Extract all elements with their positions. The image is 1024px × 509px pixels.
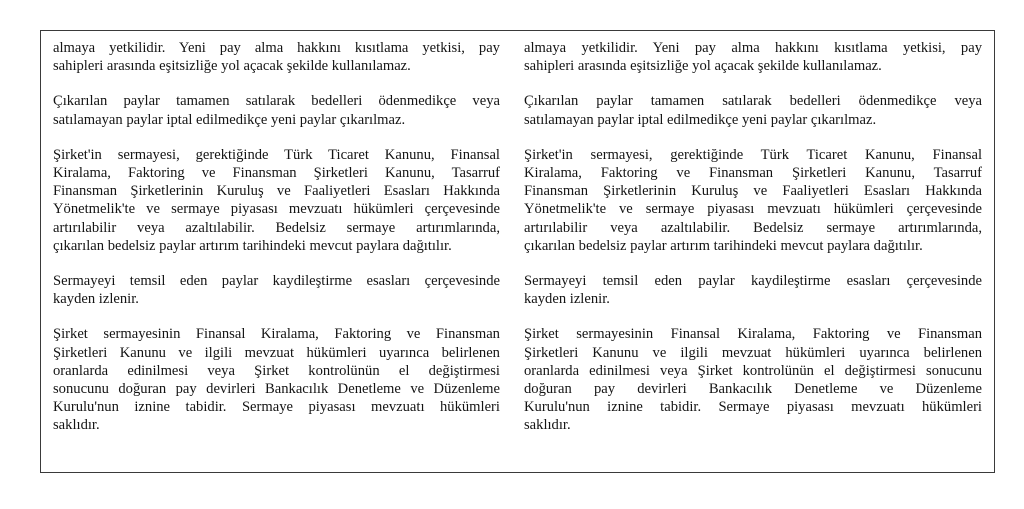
text-line: Kiralama, Faktoring ve Finansman Şirketleri Kanunu, Tasarruf [53, 165, 500, 182]
paragraph-right-3 [524, 146, 982, 255]
table-body [41, 31, 995, 473]
table-row [41, 31, 995, 473]
text-line: almaya yetkilidir. Yeni pay alma hakkını kısıtlama yetkisi, pay [523, 40, 982, 56]
table-cell-right-column [512, 31, 995, 473]
text-line: Yönetmelik'te ve sermaye piyasası mevzuatı hükümleri çerçevesinde [53, 201, 500, 218]
text-line: sonucunu doğuran pay devirleri Bankacılık Denetleme ve Düzenleme [53, 381, 500, 398]
text-line: Kiralama, Faktoring ve Finansman Şirketleri Kanunu, Tasarruf [523, 165, 982, 182]
text-line: Kurulu'nun iznine tabidir. Sermaye piyasası mevzuatı hükümleri [523, 399, 982, 416]
text-line: çıkarılan bedelsiz paylar artırım tarihindeki mevcut paylara dağıtılır. [53, 237, 452, 254]
comparison-table [40, 30, 995, 473]
text-line: doğuran pay devirleri Bankacılık Denetleme ve Düzenleme [523, 381, 982, 398]
paragraph-right-2 [524, 92, 982, 128]
text-line: satılamayan paylar iptal edilmedikçe yeni paylar çıkarılmaz. [523, 111, 877, 128]
text-line: Şirketleri Kanunu ve ilgili mevzuat hükümleri uyarınca belirlenen [523, 344, 982, 361]
text-line: Çıkarılan paylar tamamen satılarak bedelleri ödenmedikçe veya [53, 93, 500, 110]
text-line: saklıdır. [53, 417, 100, 434]
text-line: Şirket'in sermayesi, gerektiğinde Türk Ticaret Kanunu, Finansal [523, 146, 982, 163]
table-cell-left-column [41, 31, 512, 473]
text-line: Çıkarılan paylar tamamen satılarak bedelleri ödenmedikçe veya [523, 93, 982, 110]
text-line: artırılabilir veya azaltılabilir. Bedelsiz sermaye artırımlarında, [53, 219, 500, 236]
text-line: artırılabilir veya azaltılabilir. Bedelsiz sermaye artırımlarında, [523, 219, 982, 236]
text-line: Yönetmelik'te ve sermaye piyasası mevzuatı hükümleri çerçevesinde [523, 201, 982, 218]
text-line: sahipleri arasında eşitsizliğe yol açacak şekilde kullanılamaz. [53, 58, 411, 75]
text-line: sahipleri arasında eşitsizliğe yol açacak şekilde kullanılamaz. [523, 58, 882, 75]
text-line: saklıdır. [523, 417, 571, 434]
paragraph-left-3 [53, 146, 500, 255]
text-line: çıkarılan bedelsiz paylar artırım tarihindeki mevcut paylara dağıtılır. [523, 237, 923, 254]
text-line: Şirket sermayesinin Finansal Kiralama, Faktoring ve Finansman [53, 326, 500, 343]
text-line: oranlarda edinilmesi veya Şirket kontrolünün el değiştirmesi sonucunu [523, 362, 982, 379]
paragraph-right-4 [524, 272, 982, 308]
text-line: Sermayeyi temsil eden paylar kaydileştirme esasları çerçevesinde [53, 273, 500, 290]
paragraph-right-5 [524, 325, 982, 434]
text-line: kayden izlenir. [53, 291, 139, 308]
paragraph-left-5 [53, 325, 500, 434]
text-line: kayden izlenir. [523, 291, 610, 308]
text-line: Sermayeyi temsil eden paylar kaydileştirme esasları çerçevesinde [523, 273, 982, 290]
text-line: Finansman Şirketlerinin Kuruluş ve Faaliyetleri Esasları Hakkında [53, 183, 500, 200]
paragraph-left-1 [53, 39, 500, 75]
text-line: almaya yetkilidir. Yeni pay alma hakkını kısıtlama yetkisi, pay [53, 40, 500, 56]
text-line: Kurulu'nun iznine tabidir. Sermaye piyasası mevzuatı hükümleri [53, 399, 500, 416]
text-line: Şirket'in sermayesi, gerektiğinde Türk Ticaret Kanunu, Finansal [53, 146, 500, 163]
text-line: Finansman Şirketlerinin Kuruluş ve Faaliyetleri Esasları Hakkında [523, 183, 982, 200]
text-line: Şirket sermayesinin Finansal Kiralama, Faktoring ve Finansman [523, 326, 982, 343]
paragraph-left-4 [53, 272, 500, 308]
paragraph-left-2 [53, 92, 500, 128]
text-line: oranlarda edinilmesi veya Şirket kontrolünün el değiştirmesi [53, 362, 500, 379]
text-line: satılamayan paylar iptal edilmedikçe yeni paylar çıkarılmaz. [53, 111, 406, 128]
paragraph-right-1 [524, 39, 982, 75]
text-line: Şirketleri Kanunu ve ilgili mevzuat hükümleri uyarınca belirlenen [53, 344, 500, 361]
